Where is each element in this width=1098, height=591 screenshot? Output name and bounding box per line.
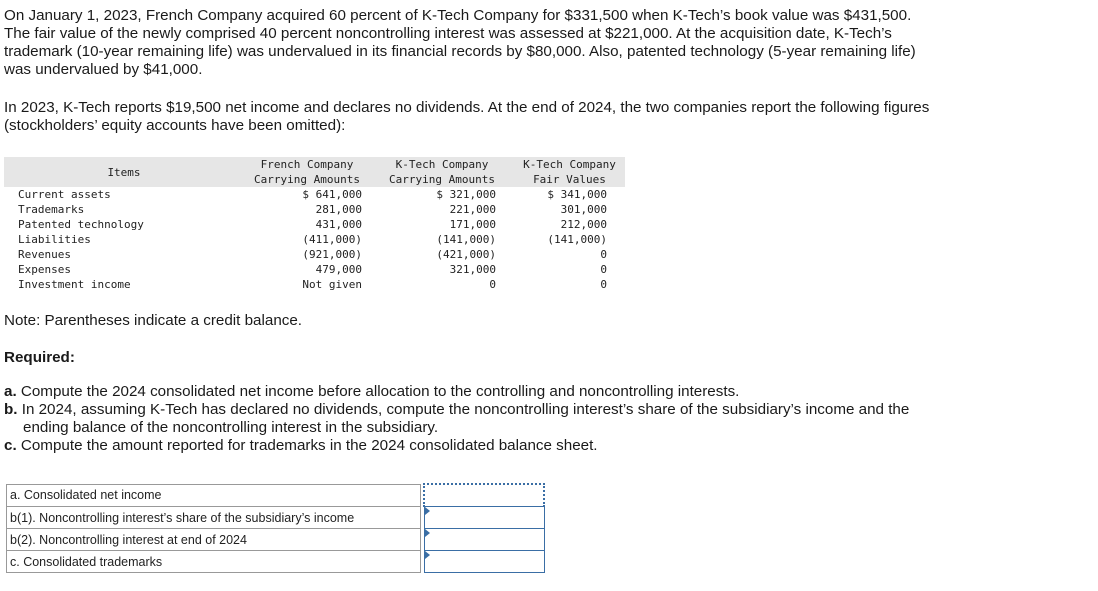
consolidated-trademarks-input[interactable] bbox=[425, 551, 544, 572]
row-french: 281,000 bbox=[315, 203, 362, 216]
row-ktech: $ 321,000 bbox=[436, 188, 496, 201]
credit-balance-note: Note: Parentheses indicate a credit balance. bbox=[4, 312, 303, 329]
row-ktech: 0 bbox=[489, 278, 496, 291]
table-row bbox=[4, 217, 625, 232]
requirement-c bbox=[4, 437, 934, 455]
cell-marker-icon bbox=[425, 551, 430, 559]
required-heading: Required: bbox=[4, 349, 75, 366]
answer-label: b(1). Noncontrolling interest’s share of the subsidiary’s income bbox=[7, 507, 421, 529]
row-item: Trademarks bbox=[18, 203, 85, 216]
answer-cell bbox=[424, 484, 544, 507]
row-french: 431,000 bbox=[315, 218, 362, 231]
row-french: (411,000) bbox=[302, 233, 362, 246]
row-fair-value: 0 bbox=[600, 248, 607, 261]
answer-cell bbox=[424, 551, 544, 573]
header-fv-line2: Fair Values bbox=[533, 173, 606, 186]
requirement-b-text: In 2024, assuming K-Tech has declared no dividends, compute the noncontrolling interest’s share of the subsidiary’s income and the ending balance of the noncontrolling interest in the subsidiary. bbox=[17, 401, 910, 436]
header-items bbox=[4, 157, 244, 187]
answer-row bbox=[7, 551, 545, 573]
nci-end-balance-input[interactable] bbox=[425, 529, 544, 550]
cell-marker-icon bbox=[425, 529, 430, 537]
row-french: $ 641,000 bbox=[302, 188, 362, 201]
row-ktech: (421,000) bbox=[436, 248, 496, 261]
answer-label: a. Consolidated net income bbox=[7, 484, 421, 507]
intro-paragraph-2: In 2023, K-Tech reports $19,500 net income and declares no dividends. At the end of 2024, the two companies report the following figures (stockholders’ equity accounts have been omitted): bbox=[4, 99, 930, 134]
requirement-b-letter: b. bbox=[4, 401, 18, 418]
answer-cell bbox=[424, 507, 544, 529]
table-row bbox=[4, 262, 625, 277]
answer-row bbox=[7, 507, 545, 529]
answer-row bbox=[7, 529, 545, 551]
row-french: 479,000 bbox=[315, 263, 362, 276]
nci-share-income-input[interactable] bbox=[425, 507, 544, 528]
requirement-a-text: Compute the 2024 consolidated net income before allocation to the controlling and noncontrolling interests. bbox=[16, 383, 740, 400]
row-french: Not given bbox=[302, 278, 362, 291]
row-fair-value: (141,000) bbox=[547, 233, 607, 246]
requirement-a bbox=[4, 383, 934, 401]
header-french-line1: French Company bbox=[260, 158, 354, 171]
row-item: Revenues bbox=[18, 248, 71, 261]
row-item: Patented technology bbox=[18, 218, 144, 231]
header-fv-line1: K-Tech Company bbox=[523, 158, 616, 171]
requirement-a-letter: a. bbox=[4, 383, 17, 400]
header-ktech-fair-values bbox=[514, 157, 625, 187]
row-ktech: 221,000 bbox=[449, 203, 496, 216]
answer-cell bbox=[424, 529, 544, 551]
requirement-c-letter: c. bbox=[4, 437, 17, 454]
row-ktech: 321,000 bbox=[449, 263, 496, 276]
table-row bbox=[4, 202, 625, 217]
cell-marker-icon bbox=[425, 507, 430, 515]
requirement-c-text: Compute the amount reported for trademarks in the 2024 consolidated balance sheet. bbox=[16, 437, 598, 454]
header-ktech bbox=[370, 157, 514, 187]
answer-row bbox=[7, 484, 545, 507]
header-french bbox=[244, 157, 370, 187]
row-fair-value: 0 bbox=[600, 278, 607, 291]
row-item: Liabilities bbox=[18, 233, 91, 246]
row-fair-value: $ 341,000 bbox=[547, 188, 607, 201]
header-items-label: Items bbox=[107, 165, 141, 179]
row-fair-value: 301,000 bbox=[560, 203, 607, 216]
row-item: Current assets bbox=[18, 188, 111, 201]
header-ktech-line2: Carrying Amounts bbox=[389, 173, 495, 186]
header-ktech-line1: K-Tech Company bbox=[395, 158, 489, 171]
answer-label: c. Consolidated trademarks bbox=[7, 551, 421, 573]
row-fair-value: 0 bbox=[600, 263, 607, 276]
intro-paragraph-1: On January 1, 2023, French Company acquired 60 percent of K-Tech Company for $331,500 when K-Tech’s book value was $431,500. The fair value of the newly comprised 40 percent noncontrolling interest was assessed at $221,000. At the acquisition date, K-Tech’s trademark (10-year remaining life) was undervalued in its financial records by $80,000. Also, patented technology (5-year remaining life) was undervalued by $41,000. bbox=[4, 7, 916, 78]
table-row bbox=[4, 187, 625, 202]
financial-figures-table bbox=[4, 157, 625, 292]
row-ktech: 171,000 bbox=[449, 218, 496, 231]
table-row bbox=[4, 247, 625, 262]
row-ktech: (141,000) bbox=[436, 233, 496, 246]
table-row bbox=[4, 232, 625, 247]
answer-label: b(2). Noncontrolling interest at end of 2024 bbox=[7, 529, 421, 551]
row-french: (921,000) bbox=[302, 248, 362, 261]
requirement-b bbox=[4, 401, 938, 437]
table-header-row bbox=[4, 157, 625, 187]
consolidated-net-income-input[interactable] bbox=[425, 485, 543, 506]
row-item: Expenses bbox=[18, 263, 71, 276]
header-french-line2: Carrying Amounts bbox=[254, 173, 360, 186]
answer-table bbox=[6, 483, 545, 573]
row-fair-value: 212,000 bbox=[560, 218, 607, 231]
table-row bbox=[4, 277, 625, 292]
row-item: Investment income bbox=[18, 278, 131, 291]
